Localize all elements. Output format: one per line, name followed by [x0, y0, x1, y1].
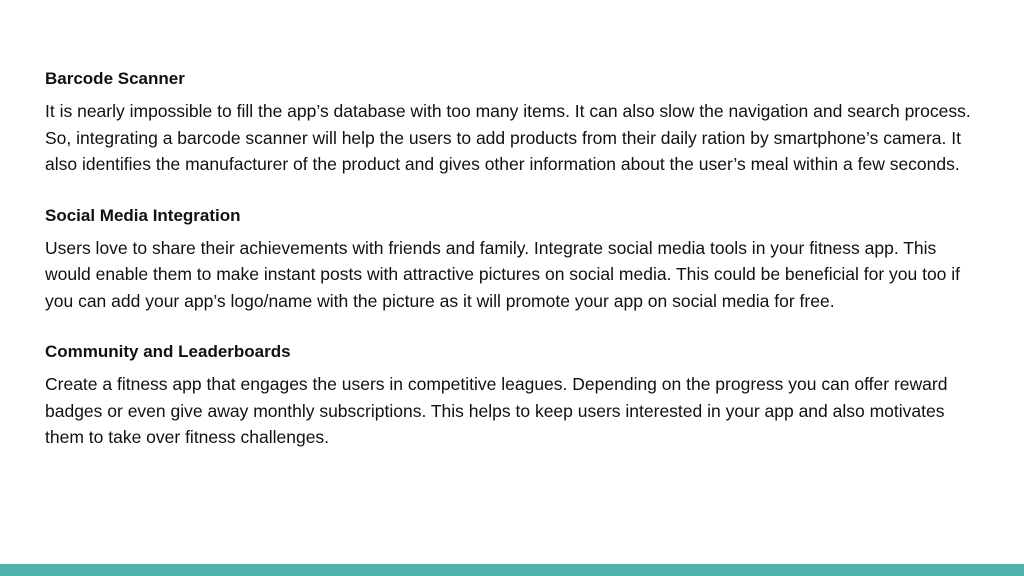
section-body: Users love to share their achievements with friends and family. Integrate social media tools in your fitness app. This would enable them to make instant posts with attractive pictures on social media. This could be beneficial for you too if you can add your app’s logo/name with the picture as it will promote your app on social media for free. [45, 237, 961, 311]
section-heading: Community and Leaderboards [45, 342, 291, 361]
section-barcode-scanner [45, 68, 985, 178]
footer-accent-bar [0, 564, 1024, 576]
section-body: Create a fitness app that engages the users in competitive leagues. Depending on the progress you can offer reward badges or even give away monthly subscriptions. This helps to keep users interested in your app and also motivates them to take over fitness challenges. [45, 374, 948, 447]
section-community-and-leaderboards [45, 341, 985, 451]
section-heading: Barcode Scanner [45, 69, 185, 88]
section-heading: Social Media Integration [45, 205, 241, 225]
content-area [45, 68, 985, 451]
section-body: It is nearly impossible to fill the app’s database with too many items. It can also slow the navigation and search process. So, integrating a barcode scanner will help the users to add products from their daily ration by smartphone’s camera. It also identifies the manufacturer of the product and gives other information about the user’s meal within a few seconds. [45, 101, 971, 174]
section-social-media-integration [45, 205, 985, 315]
